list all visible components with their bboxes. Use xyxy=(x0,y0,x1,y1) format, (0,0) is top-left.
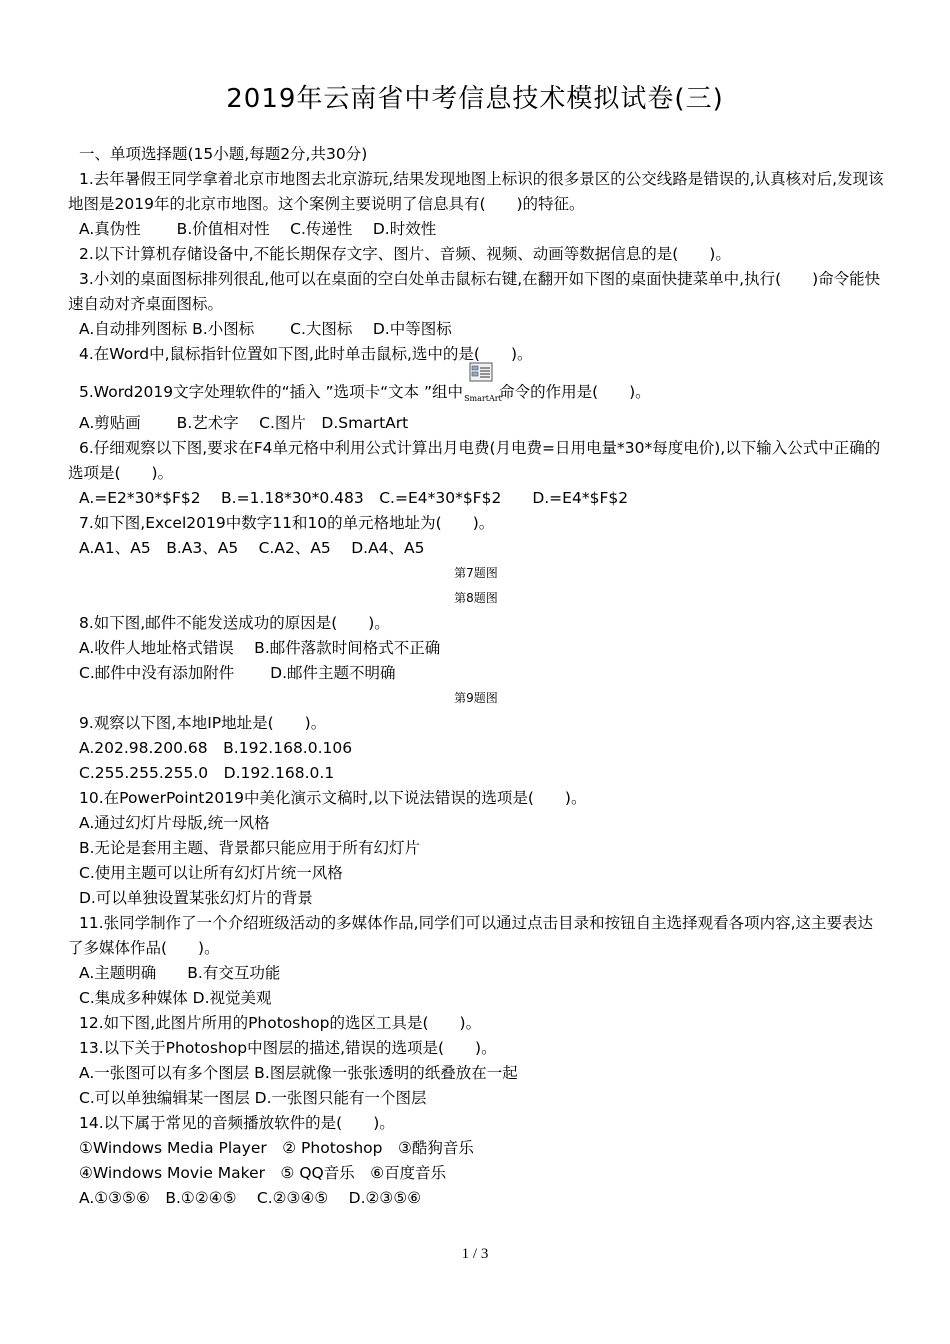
text-line: A.A1、A5 B.A3、A5 C.A2、A5 D.A4、A5 xyxy=(79,539,425,557)
page-title: 2019年云南省中考信息技术模拟试卷(三) xyxy=(226,84,724,114)
text-line: A.收件人地址格式错误 B.邮件落款时间格式不正确 xyxy=(79,639,441,657)
text-line: C.可以单独编辑某一图层 D.一张图只能有一个图层 xyxy=(79,1089,427,1107)
text-line: A.真伪性 B.价值相对性 C.传递性 D.时效性 xyxy=(79,220,437,238)
figure-caption: 第9题图 xyxy=(454,691,498,705)
text-line: 8.如下图,邮件不能发送成功的原因是( )。 xyxy=(79,614,390,632)
text-line: 2.以下计算机存储设备中,不能长期保存文字、图片、音频、视频、动画等数据信息的是( )。 xyxy=(79,245,731,263)
text-line: A.通过幻灯片母版,统一风格 xyxy=(79,814,270,832)
question-5-text-before: 5.Word2019文字处理软件的“插入 ”选项卡“文本 ”组中 xyxy=(79,383,464,401)
text-line: A.自动排列图标 B.小图标 C.大图标 D.中等图标 xyxy=(79,320,452,338)
text-line: A.=E2*30*$F$2 B.=1.18*30*0.483 C.=E4*30*$F$2 D.=E4*$F$2 xyxy=(79,489,629,507)
text-line: A.①③⑤⑥ B.①②④⑤ C.②③④⑤ D.②③⑤⑥ xyxy=(79,1189,422,1207)
exam-content xyxy=(68,142,884,1211)
figure-caption: 第8题图 xyxy=(454,591,498,605)
text-line: 10.在PowerPoint2019中美化演示文稿时,以下说法错误的选项是( )。 xyxy=(79,789,587,807)
text-line: 6.仔细观察以下图,要求在F4单元格中利用公式计算出月电费(月电费=日用电量*30*每度电价),以下输入公式中正确的选项是( )。 xyxy=(68,439,881,482)
text-line: 12.如下图,此图片所用的Photoshop的选区工具是( )。 xyxy=(79,1014,482,1032)
question-5-line xyxy=(68,373,884,405)
text-line: 14.以下属于常见的音频播放软件的是( )。 xyxy=(79,1114,395,1132)
text-line: ④Windows Movie Maker ⑤ QQ音乐 ⑥百度音乐 xyxy=(79,1164,447,1182)
page-number: 1 / 3 xyxy=(461,1246,489,1262)
smartart-icon-label: SmartArt xyxy=(464,394,502,403)
question-5-text-after: 命令的作用是( )。 xyxy=(499,383,651,401)
text-line: A.一张图可以有多个图层 B.图层就像一张张透明的纸叠放在一起 xyxy=(79,1064,518,1082)
text-line: C.邮件中没有添加附件 D.邮件主题不明确 xyxy=(79,664,396,682)
text-line: 1.去年暑假王同学拿着北京市地图去北京游玩,结果发现地图上标识的很多景区的公交线路是错误的,认真核对后,发现该地图是2019年的北京市地图。这个案例主要说明了信息具有( )的特征。 xyxy=(68,170,884,213)
text-line: A.主题明确 B.有交互功能 xyxy=(79,964,281,982)
text-line: C.集成多种媒体 D.视觉美观 xyxy=(79,989,272,1007)
text-line: 4.在Word中,鼠标指针位置如下图,此时单击鼠标,选中的是( )。 xyxy=(79,345,533,363)
figure-caption: 第7题图 xyxy=(454,566,498,580)
text-line: 11.张同学制作了一个介绍班级活动的多媒体作品,同学们可以通过点击目录和按钮自主选择观看各项内容,这主要表达了多媒体作品( )。 xyxy=(68,914,874,957)
text-line: 13.以下关于Photoshop中图层的描述,错误的选项是( )。 xyxy=(79,1039,497,1057)
text-line: A.剪贴画 B.艺术字 C.图片 D.SmartArt xyxy=(79,414,409,432)
text-line: 9.观察以下图,本地IP地址是( )。 xyxy=(79,714,327,732)
smartart-icon xyxy=(464,373,502,403)
text-line: D.可以单独设置某张幻灯片的背景 xyxy=(79,889,313,907)
text-line: B.无论是套用主题、背景都只能应用于所有幻灯片 xyxy=(79,839,421,857)
text-line: 3.小刘的桌面图标排列很乱,他可以在桌面的空白处单击鼠标右键,在翻开如下图的桌面快捷菜单中,执行( )命令能快速自动对齐桌面图标。 xyxy=(68,270,881,313)
text-line: C.使用主题可以让所有幻灯片统一风格 xyxy=(79,864,343,882)
text-line: 7.如下图,Excel2019中数字11和10的单元格地址为( )。 xyxy=(79,514,495,532)
text-line: C.255.255.255.0 D.192.168.0.1 xyxy=(79,764,335,782)
text-line: A.202.98.200.68 B.192.168.0.106 xyxy=(79,739,353,757)
text-line: ①Windows Media Player ② Photoshop ③酷狗音乐 xyxy=(79,1139,474,1157)
text-line: 一、单项选择题(15小题,每题2分,共30分) xyxy=(79,145,368,163)
